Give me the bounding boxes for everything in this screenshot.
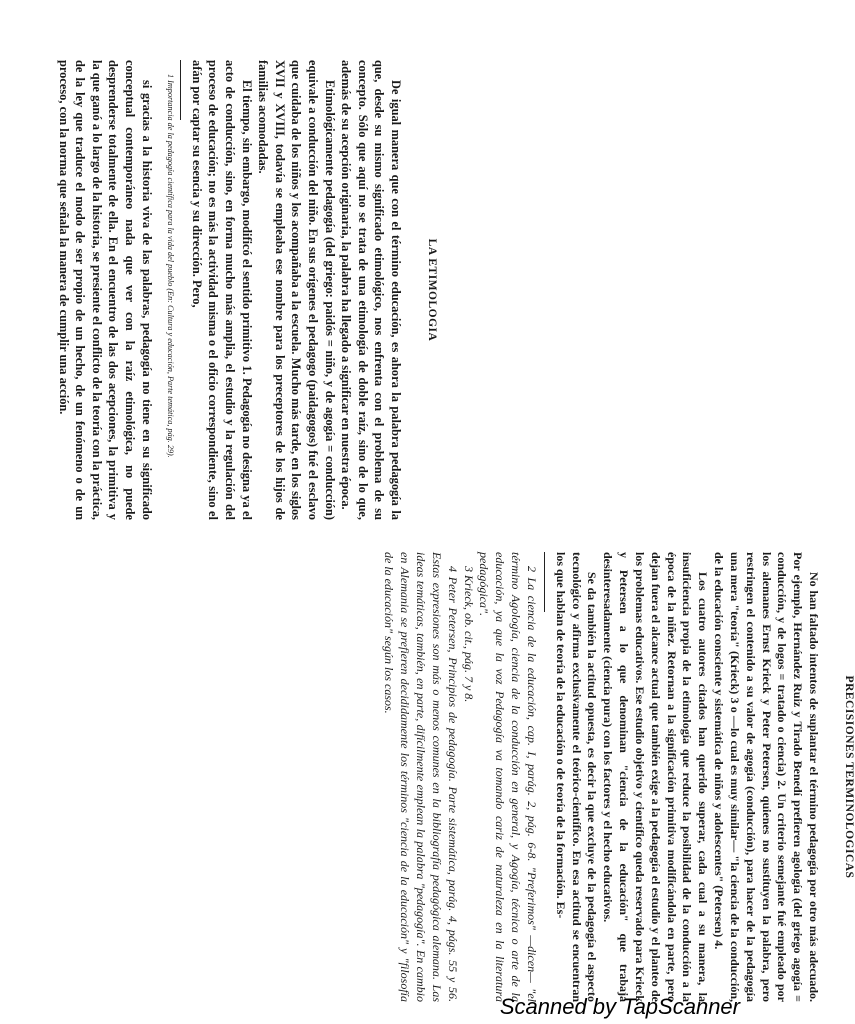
footnote-1: 1 Importancia de la pedagogía científica para la vida del pueblo (En: Cultura y educación, Parte temática, pág. 29). — [166, 74, 176, 458]
paragraph-1: De igual manera que con el término educación, es ahora la palabra pedagogía la que, desde su mismo significado etimológico, nos enfrenta con el problema de su concepto. Sólo que aquí no se trata de una etimología de doble raíz, sino de lo que, además de su acepción originaria, la palabra ha llegado a significar en nuestra época. — [339, 60, 403, 520]
footnote-separator-right — [544, 552, 545, 612]
footnote-3: 3 Krieck, ob. cit., pág. 7 y 8. — [461, 566, 476, 703]
footnote-2: 2 La ciencia de la educación, cap. I, parág. 2, pág. 6-8. "Preferimos" —dicen— "el término Agología, ciencia de la conducción en general, y Agogía, técnica o arte de la educación, ya que la voz Pedagogía va tomando cariz de naturaleza en la literatura pedagógica". — [477, 552, 539, 1002]
paragraph-3: El tiempo, sin embargo, modificó el sentido primitivo 1. Pedagogía no designa ya el acto de conducción, sino, en forma mucho más amplia, el estudio y la regulación del proceso de educación; no es más la actividad misma o el oficio correspondiente, sino el afán por captar su esencia y su dirección. Pero, — [189, 60, 254, 520]
scanner-watermark: Scanned by TapScanner — [499, 994, 740, 1019]
running-head-left: LA ETIMOLOGIA — [426, 238, 438, 342]
running-head-right: PRECISIONES TERMINOLOGICAS — [843, 675, 855, 879]
left-page — [55, 60, 438, 520]
footnote-separator — [180, 60, 181, 120]
paragraph-4: si gracias a la historia viva de las palabras, pedagogía no tiene en su significado conceptual contemporáneo nada que ver con la raíz etimológica, no puede desprenderse totalmente de ella. En el encuentro de las dos acepciones, la primitiva y la que ganó a lo largo de la historia, se presiente el conflicto de la teoría con la práctica, de la ley que traduce el modo de ser propio de un hecho, de un fenómeno o de un proceso, con la norma que señala la manera de cumplir una acción. — [56, 60, 154, 520]
paragraph-7: Se da también la actitud opuesta, es decir la que excluye de la pedagogía el aspecto tecnológico y afirma exclusivamente el teórico-científico. En esa actitud se encuentran los que hablan de teoría de la educación o de teoría de la formación. Es- — [553, 552, 600, 1002]
paragraph-6: Los cuatro autores citados han querido superar, cada cual a su manera, la insuficiencia propia de la etimología que reduce la posibilidad de la conducción a la época de la niñez. Retornan a la significación primitiva modificándola en parte, pero dejan fuera el alcance actual que también exige a la pedagogía el estudio y el planteo de los problemas educativos. Ese estudio objetivo y científico queda reservado para Krieck y Petersen a lo que denominan "ciencia de la educación" que trabaja desinteresadamente (ciencia pura) con los factores y el hecho educativos. — [601, 552, 711, 1002]
footnotes-right — [381, 552, 539, 1002]
right-page — [381, 552, 855, 1002]
footnote-4: 4 Peter Petersen, Principios de pedagogía. Parte sistemática, parág. 4, págs. 55 y 56. Estas expresiones son más o menos comunes en la bibliografía pedagógica alemana. Las ideas temáticas, también, en parte, difícilmente emplean la palabra "pedagogía". En cambio en Alemania se prefieren decididamente los términos "ciencia de la educación" y "filosofía de la educación" según los casos. — [382, 552, 460, 1002]
paragraph-2: Etimológicamente pedagogía (del griego: paidós = niño, y de agogía = conducción) equivale a conducción del niño. En sus orígenes el pedagogo (paidagogos) fué el esclavo que cuidaba de los niños y los acompañaba a la escuela. Mucho más tarde, en los siglos XVII y XVIII, todavía se empleaba ese nombre para los preceptores de los hijos de familias acomodadas. — [256, 60, 337, 520]
paragraph-5: No han faltado intentos de suplantar el término pedagogía por otro más adecuado. Por ejemplo, Hernández Ruiz y Tirado Benedí prefieren agología (del griego agogía = conducción, y de logos = tratado o ciencia) 2. Un criterio semejante fué empleado por los alemanes Ernst Krieck y Peter Petersen, quienes no sustituyen la palabra, pero restringen el contenido a su valor de agogía (conducción), para hacer de la pedagogía una mera "teoría" (Krieck) 3 o —lo cual es muy similar— "la ciencia de la conducción, de la educación consciente y sistemática de niños y adolescentes" (Petersen) 4. — [712, 552, 821, 1002]
